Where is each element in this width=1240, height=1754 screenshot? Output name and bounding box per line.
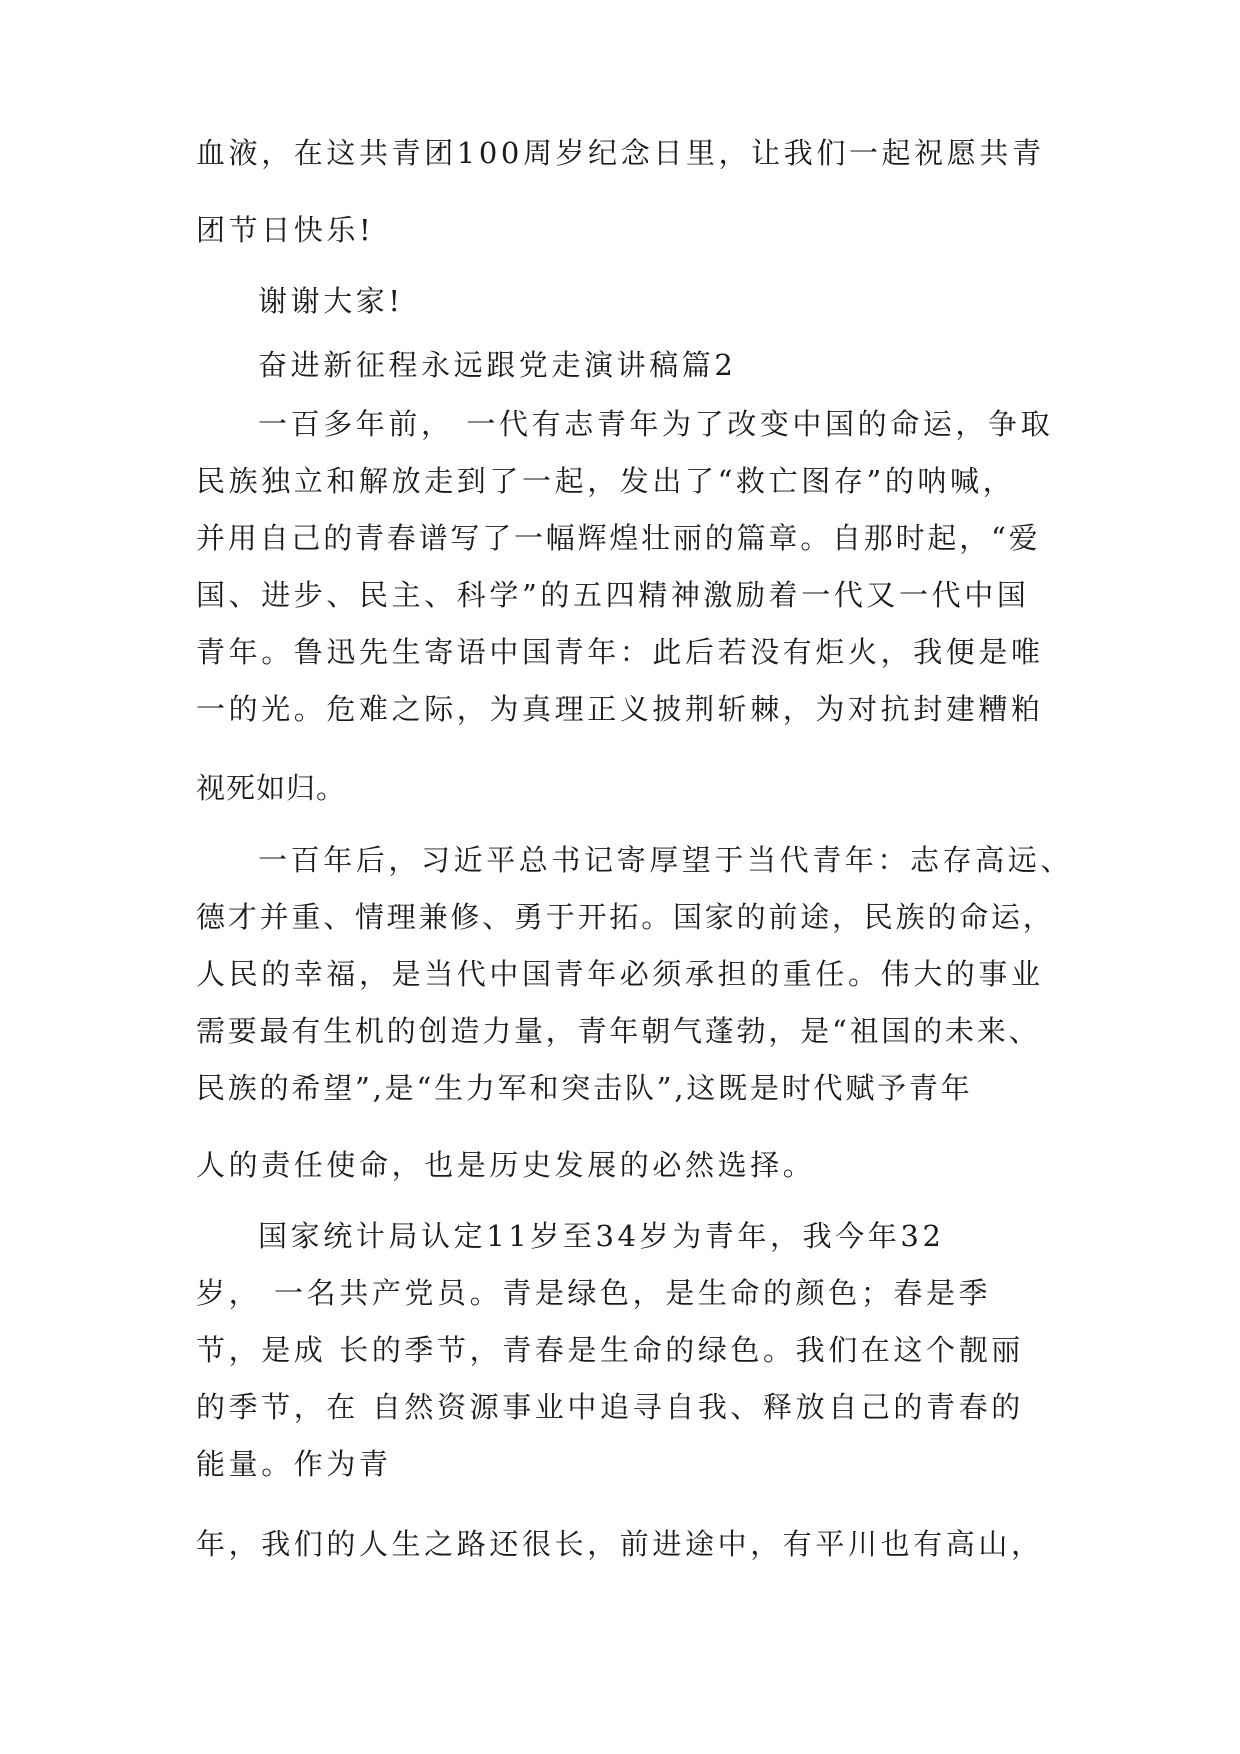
text-line: 人的责任使命，也是历史发展的必然选择。 (196, 1148, 816, 1182)
text-line: 血液，在这共青团100周岁纪念日里，让我们一起祝愿共青 (196, 136, 1045, 170)
text-line: 岁， 一名共产党员。青是绿色，是生命的颜色；春是季 (196, 1276, 992, 1310)
text-line: 青年。鲁迅先生寄语中国青年：此后若没有炬火，我便是唯 (196, 635, 1044, 669)
text-line: 节，是成 长的季节，青春是生命的绿色。我们在这个靓丽 (196, 1333, 1024, 1367)
text-line: 的季节，在 自然资源事业中追寻自我、释放自己的青春的 (196, 1390, 1024, 1424)
text-line: 国家统计局认定11岁至34岁为青年，我今年32 (258, 1219, 945, 1253)
text-line: 一百年后，习近平总书记寄厚望于当代青年：志存高远、 (258, 843, 1074, 877)
text-line: 民族独立和解放走到了一起，发出了“救亡图存”的呐喊， (196, 464, 1016, 498)
text-line: 国、进步、民主、科学”的五四精神激励着一代又一代中国 (196, 578, 1030, 612)
text-line: 谢谢大家! (258, 284, 404, 318)
text-line: 团节日快乐! (196, 213, 375, 247)
text-line: 年，我们的人生之路还很长，前进途中，有平川也有高山， (196, 1527, 1044, 1561)
text-line: 一的光。危难之际，为真理正义披荆斩棘，为对抗封建糟粕 (196, 692, 1044, 726)
section-heading: 奋进新征程永远跟党走演讲稿篇2 (258, 348, 737, 382)
text-line: 人民的幸福，是当代中国青年必须承担的重任。伟大的事业 (196, 957, 1044, 991)
text-line: 德才并重、情理兼修、勇于开拓。国家的前途，民族的命运， (196, 900, 1055, 934)
text-line: 能量。作为青 (196, 1447, 392, 1481)
text-line: 一百多年前， 一代有志青年为了改变中国的命运，争取 (258, 407, 1054, 441)
text-line: 需要最有生机的创造力量，青年朝气蓬勃，是“祖国的未来、 (196, 1014, 1041, 1048)
text-line: 民族的希望”,是“生力军和突击队”,这既是时代赋予青年 (196, 1071, 973, 1105)
text-line: 并用自己的青春谱写了一幅辉煌壮丽的篇章。自那时起，“爱 (196, 521, 1041, 555)
text-line: 视死如归。 (196, 771, 347, 805)
